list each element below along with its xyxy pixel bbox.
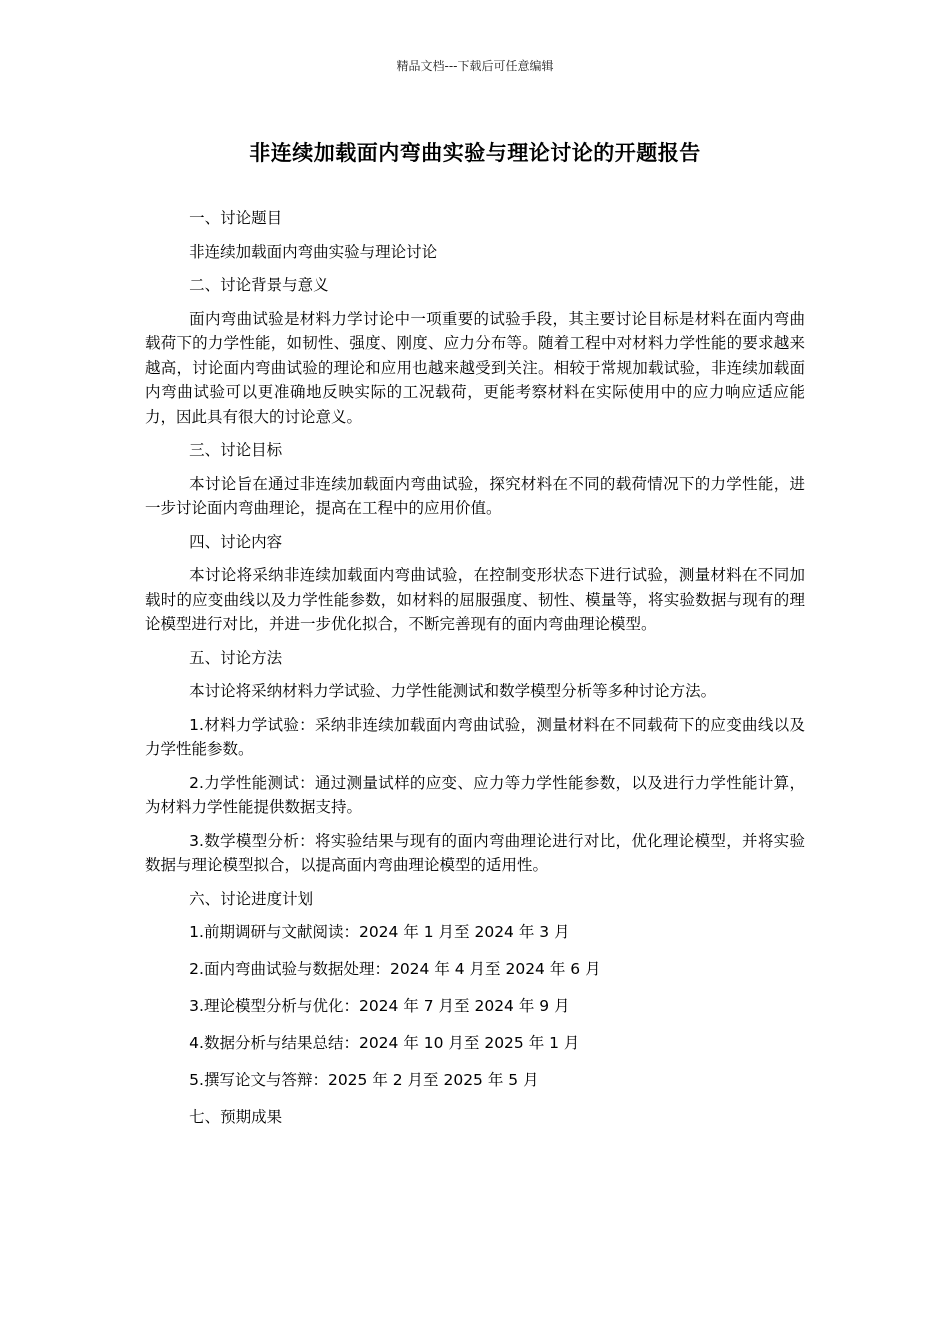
section-heading-outcome: 七、预期成果 xyxy=(189,1108,283,1126)
section-heading-content: 四、讨论内容 xyxy=(189,532,283,551)
section-body-background: 面内弯曲试验是材料力学讨论中一项重要的试验手段，其主要讨论目标是材料在面内弯曲载荷下的力学性能，如韧性、强度、刚度、应力分布等。随着工程中对材料力学性能的要求越来越高，讨论面内弯曲试验的理论和应用也越来越受到关注。相较于常规加载试验，非连续加载面内弯曲试验可以更准确地反映实际的工况载荷，更能考察材料在实际使用中的应力响应适应能力，因此具有很大的讨论意义。 xyxy=(145,309,805,426)
method-item-2: 2.力学性能测试：通过测量试样的应变、应力等力学性能参数，以及进行力学性能计算，为材料力学性能提供数据支持。 xyxy=(145,773,805,816)
schedule-item-5: 5.撰写论文与答辩：2025 年 2 月至 2025 年 5 月 xyxy=(189,1071,539,1089)
schedule-item-2: 2.面内弯曲试验与数据处理：2024 年 4 月至 2024 年 6 月 xyxy=(189,960,601,978)
section-body-topic: 非连续加载面内弯曲实验与理论讨论 xyxy=(189,242,438,261)
header-note: 精品文档---下载后可任意编辑 xyxy=(396,59,554,73)
section-heading-goal: 三、讨论目标 xyxy=(189,441,283,459)
document-title: 非连续加载面内弯曲实验与理论讨论的开题报告 xyxy=(249,141,701,165)
schedule-item-4: 4.数据分析与结果总结：2024 年 10 月至 2025 年 1 月 xyxy=(189,1034,580,1052)
section-body-content: 本讨论将采纳非连续加载面内弯曲试验，在控制变形状态下进行试验，测量材料在不同加载时的应变曲线以及力学性能参数，如材料的屈服强度、韧性、模量等，将实验数据与现有的理论模型进行对比，并进一步优化拟合，不断完善现有的面内弯曲理论模型。 xyxy=(145,566,805,633)
method-item-1: 1.材料力学试验：采纳非连续加载面内弯曲试验，测量材料在不同载荷下的应变曲线以及力学性能参数。 xyxy=(145,715,805,758)
section-heading-method: 五、讨论方法 xyxy=(189,648,283,667)
method-item-3: 3.数学模型分析：将实验结果与现有的面内弯曲理论进行对比，优化理论模型，并将实验数据与理论模型拟合，以提高面内弯曲理论模型的适用性。 xyxy=(145,831,805,874)
schedule-item-1: 1.前期调研与文献阅读：2024 年 1 月至 2024 年 3 月 xyxy=(189,923,570,941)
section-heading-schedule: 六、讨论进度计划 xyxy=(189,889,314,908)
document-body xyxy=(145,206,805,1139)
section-heading-topic: 一、讨论题目 xyxy=(189,209,283,227)
section-heading-background: 二、讨论背景与意义 xyxy=(189,276,329,294)
section-body-goal: 本讨论旨在通过非连续加载面内弯曲试验，探究材料在不同的载荷情况下的力学性能，进一步讨论面内弯曲理论，提高在工程中的应用价值。 xyxy=(145,474,805,517)
section-body-method: 本讨论将采纳材料力学试验、力学性能测试和数学模型分析等多种讨论方法。 xyxy=(189,682,717,700)
schedule-item-3: 3.理论模型分析与优化：2024 年 7 月至 2024 年 9 月 xyxy=(189,997,570,1015)
